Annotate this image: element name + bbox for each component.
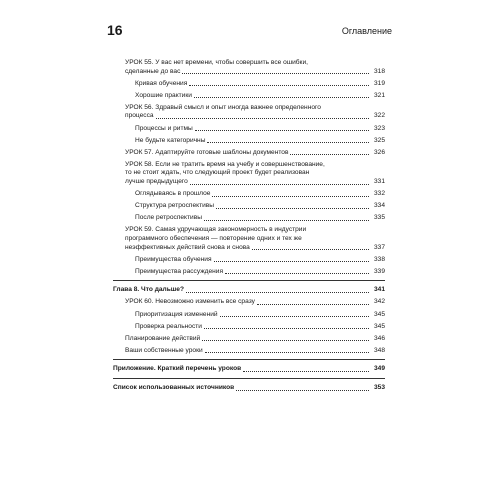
dot-leader bbox=[186, 292, 369, 293]
toc-page-number: 338 bbox=[373, 255, 385, 263]
toc-entry-title: Планирование действий bbox=[125, 334, 201, 342]
toc-page-number: 335 bbox=[373, 214, 385, 222]
toc-page-number: 345 bbox=[373, 310, 385, 318]
section-divider bbox=[113, 280, 385, 281]
dot-leader bbox=[204, 328, 369, 329]
toc-page-number: 342 bbox=[373, 298, 385, 306]
dot-leader bbox=[214, 261, 369, 262]
dot-leader bbox=[290, 154, 369, 155]
toc-entry[interactable] bbox=[113, 268, 385, 277]
toc-page-number: 339 bbox=[373, 267, 385, 275]
dot-leader bbox=[202, 340, 369, 341]
toc-page-number: 341 bbox=[373, 286, 385, 294]
toc-entry-title: Преимущества обучения bbox=[135, 255, 212, 263]
toc-entry-title: Глава 8. Что дальше? bbox=[113, 286, 184, 294]
dot-leader bbox=[195, 130, 369, 131]
toc-entry[interactable] bbox=[113, 214, 385, 223]
dot-leader bbox=[204, 220, 369, 221]
toc-page-number: 319 bbox=[373, 79, 385, 87]
toc-entry[interactable] bbox=[113, 125, 385, 134]
toc-entry-title: Хорошие практики bbox=[135, 91, 192, 99]
toc-entry-title: Преимущества рассуждения bbox=[135, 267, 224, 275]
dot-leader bbox=[212, 196, 369, 197]
dot-leader bbox=[156, 118, 369, 119]
dot-leader bbox=[205, 352, 369, 353]
toc-page-number: 345 bbox=[373, 322, 385, 330]
toc-entry-title: Оглядываясь в прошлое bbox=[135, 190, 211, 198]
toc-page-number: 353 bbox=[373, 384, 385, 392]
toc-page-number: 346 bbox=[373, 334, 385, 342]
toc-entry-title: Процессы и ритмы bbox=[135, 124, 193, 132]
toc-entry-title: Не будьте категоричны bbox=[135, 136, 206, 144]
section-divider bbox=[113, 359, 385, 360]
dot-leader bbox=[189, 85, 369, 86]
toc-page-number: 332 bbox=[373, 190, 385, 198]
toc-entry-title: Приоритизация изменений bbox=[135, 310, 218, 318]
dot-leader bbox=[220, 316, 369, 317]
dot-leader bbox=[216, 208, 369, 209]
dot-leader bbox=[182, 73, 369, 74]
toc-page-number: 334 bbox=[373, 202, 385, 210]
dot-leader bbox=[194, 97, 369, 98]
toc-entry[interactable] bbox=[113, 286, 385, 295]
toc-page-number: 322 bbox=[373, 112, 385, 120]
toc-page-number: 337 bbox=[373, 243, 385, 251]
toc-page-number: 348 bbox=[373, 346, 385, 354]
toc-entry-line: УРОК 56. Здравый смысл и опыт иногда важнее определенного bbox=[125, 103, 321, 111]
toc-entry-title: Список использованных источников bbox=[113, 384, 235, 392]
toc-page-number: 318 bbox=[373, 67, 385, 75]
toc-entry[interactable] bbox=[113, 323, 385, 332]
toc-entry[interactable] bbox=[113, 161, 385, 187]
toc-entry-title: Структура ретроспективы bbox=[135, 202, 215, 210]
toc-entry[interactable] bbox=[113, 149, 385, 158]
section-divider bbox=[113, 378, 385, 379]
toc-entry-line: УРОК 58. Если не тратить время на учебу и совершенствование, bbox=[125, 160, 325, 168]
toc-entry[interactable] bbox=[113, 59, 385, 76]
dot-leader bbox=[190, 184, 369, 185]
toc-page-number: 321 bbox=[373, 91, 385, 99]
toc-entry-title: Кривая обучения bbox=[135, 79, 188, 87]
toc-entry-line: УРОК 59. Самая удручающая закономерность в индустрии bbox=[125, 226, 307, 234]
toc-entry-title: После ретроспективы bbox=[135, 214, 202, 222]
toc-page-number: 323 bbox=[373, 124, 385, 132]
dot-leader bbox=[225, 273, 369, 274]
toc-entry-line: программного обеспечения — повторение одних и тех же bbox=[125, 235, 302, 242]
toc-entry-title: Ваши собственные уроки bbox=[125, 346, 203, 354]
toc-entry[interactable] bbox=[113, 104, 385, 121]
toc-page-number: 325 bbox=[373, 136, 385, 144]
dot-leader bbox=[252, 249, 369, 250]
toc-page-number: 331 bbox=[373, 178, 385, 186]
toc-entry[interactable] bbox=[113, 226, 385, 252]
toc-entry[interactable] bbox=[113, 190, 385, 199]
dot-leader bbox=[236, 390, 369, 391]
toc-entry[interactable] bbox=[113, 202, 385, 211]
toc-entry[interactable] bbox=[113, 137, 385, 146]
toc-page-number: 349 bbox=[373, 365, 385, 373]
toc-entry-line: УРОК 55. У вас нет времени, чтобы совершить все ошибки, bbox=[125, 59, 308, 66]
toc-entry[interactable] bbox=[113, 80, 385, 89]
toc-entry[interactable] bbox=[113, 298, 385, 307]
dot-leader bbox=[243, 371, 369, 372]
toc-entry[interactable] bbox=[113, 256, 385, 265]
toc-entry-title: неэффективных действий снова и снова bbox=[125, 243, 250, 251]
toc-entry[interactable] bbox=[113, 92, 385, 101]
toc-page-number: 326 bbox=[373, 148, 385, 156]
toc-entry-title: лучше предыдущего bbox=[125, 178, 188, 186]
toc-entry[interactable] bbox=[113, 384, 385, 393]
toc-entry-title: Проверка реальности bbox=[135, 322, 202, 330]
dot-leader bbox=[207, 142, 369, 143]
dot-leader bbox=[257, 304, 369, 305]
toc-entry-title: УРОК 60. Невозможно изменить все сразу bbox=[125, 298, 255, 306]
table-of-contents bbox=[113, 59, 385, 396]
toc-entry-title: сделанные до вас bbox=[125, 67, 181, 75]
toc-entry[interactable] bbox=[113, 347, 385, 356]
running-header: Оглавление bbox=[341, 26, 392, 36]
page-number: 16 bbox=[107, 22, 123, 38]
toc-entry-title: Приложение. Краткий перечень уроков bbox=[113, 365, 242, 373]
toc-entry-line: то не стоит ждать, что следующий проект будет реализован bbox=[125, 169, 310, 177]
toc-entry[interactable] bbox=[113, 335, 385, 344]
toc-entry[interactable] bbox=[113, 365, 385, 374]
toc-entry-title: УРОК 57. Адаптируйте готовые шаблоны документов bbox=[125, 148, 289, 156]
toc-entry[interactable] bbox=[113, 311, 385, 320]
toc-entry-title: процесса bbox=[125, 112, 154, 120]
